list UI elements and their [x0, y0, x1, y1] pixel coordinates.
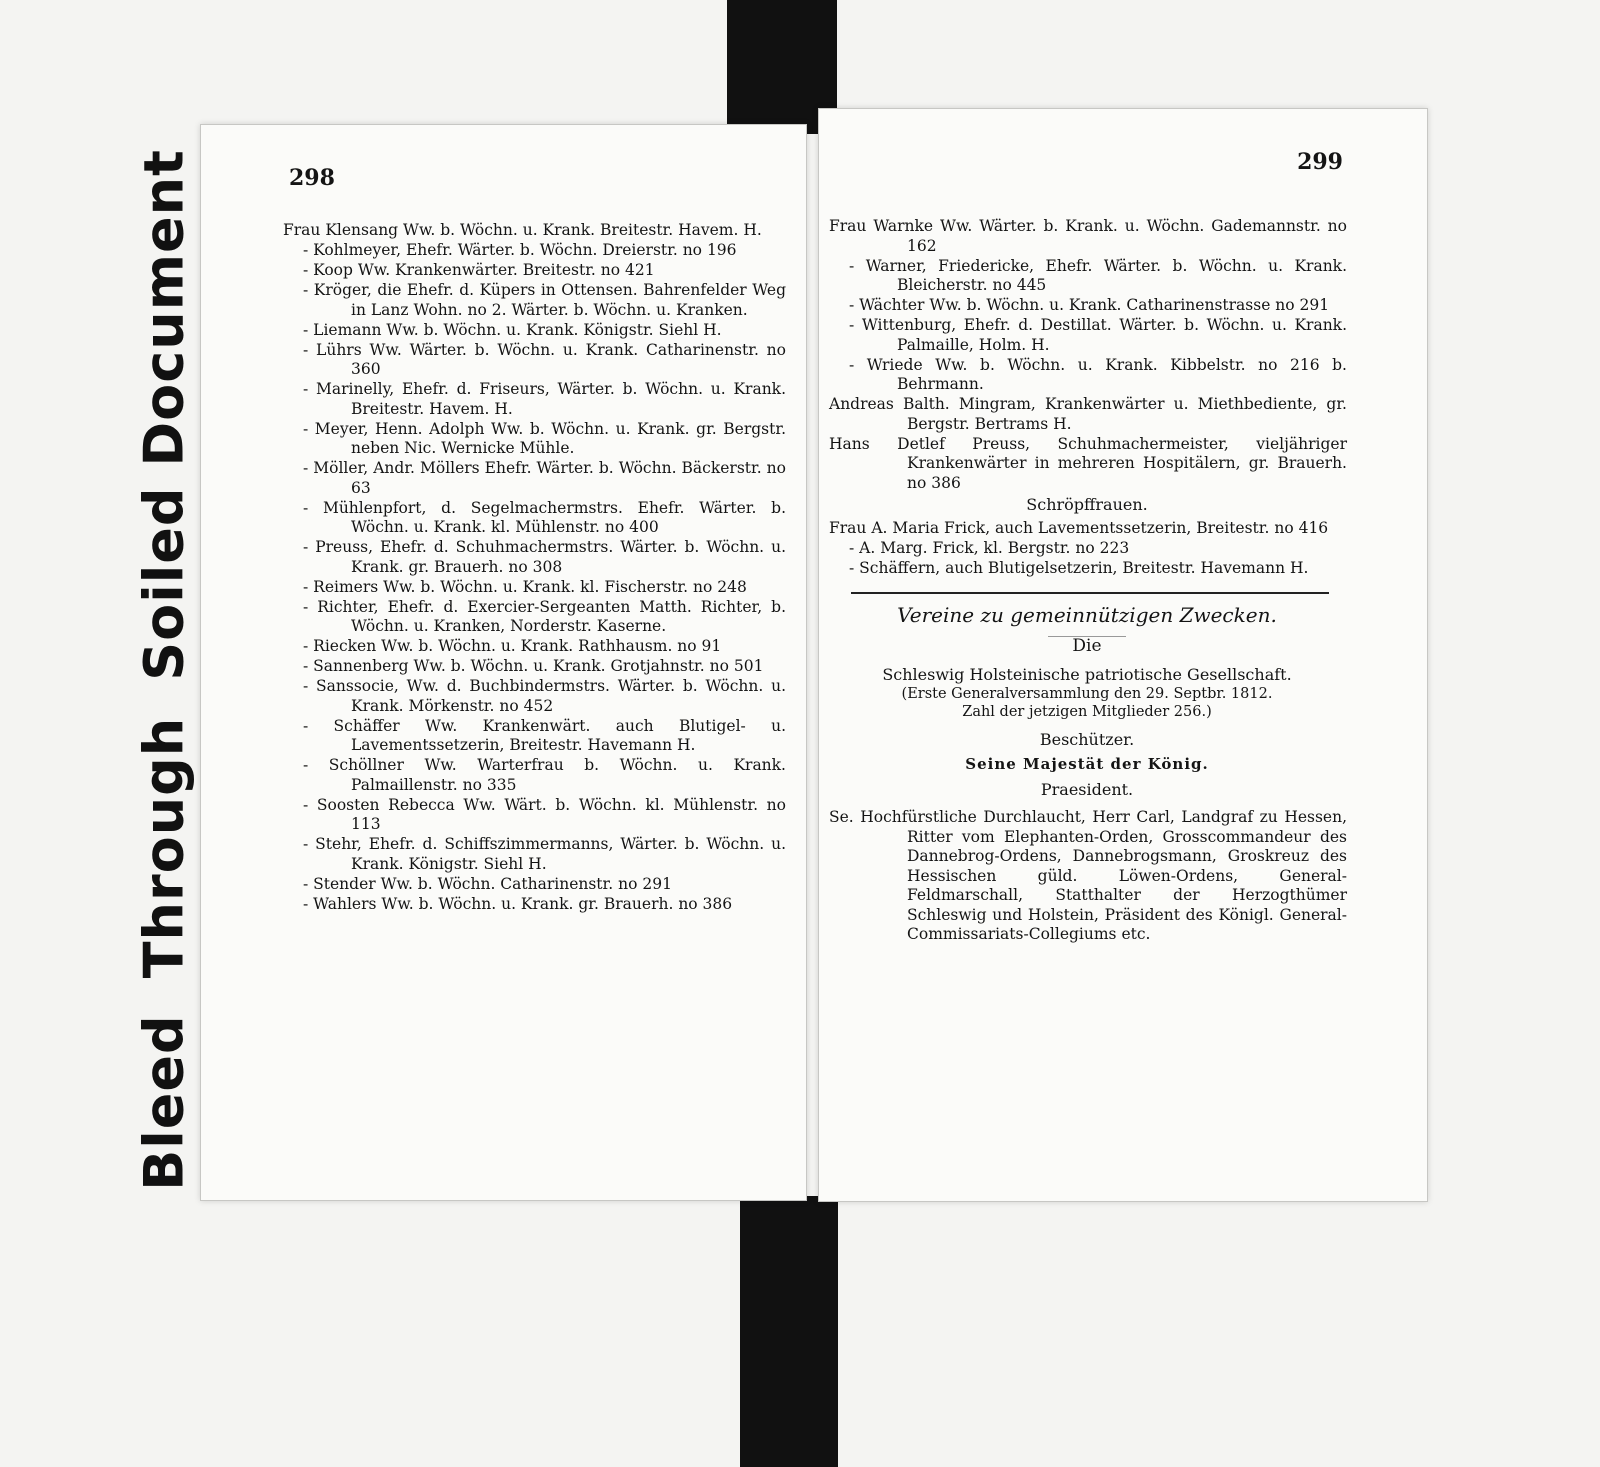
president-description: Se. Hochfürstliche Durchlaucht, Herr Carl, Landgraf zu Hessen, Ritter vom Elephanten-Orden, Grosscommandeur des Dannebrog-Ordens, Dannebrogsmann, Groskreuz des Hessischen güld. Löwen-Ordens, General-Feldmarschall, Statthalter der Herzogthümer Schleswig und Holstein, Präsident des Königl. General-Commissariats-Collegiums etc. — [829, 808, 1347, 943]
list-item: Hans Detlef Preuss, Schuhmachermeister, vieljähriger Krankenwärter in mehreren Hospitälern, gr. Brauerh. no 386 — [829, 434, 1347, 492]
stamp-text — [133, 149, 196, 1191]
left-page — [200, 124, 807, 1201]
right-page — [818, 108, 1428, 1202]
list-item: Frau A. Maria Frick, auch Lavementssetzerin, Breitestr. no 416 — [829, 518, 1329, 537]
list-item: Frau Warnke Ww. Wärter. b. Krank. u. Wöchn. Gademannstr. no 162 — [829, 217, 1347, 255]
founding-note: (Erste Generalversammlung den 29. Septbr. 1812. — [901, 686, 1273, 702]
list-item: - Meyer, Henn. Adolph Ww. b. Wöchn. u. Krank. gr. Bergstr. neben Nic. Wernicke Mühle. — [303, 419, 786, 457]
list-item: - Schäffern, auch Blutigelsetzerin, Breitestr. Havemann H. — [849, 558, 1309, 577]
list-item: - Marinelly, Ehefr. d. Friseurs, Wärter. b. Wöchn. u. Krank. Breitestr. Havem. H. — [303, 380, 786, 418]
list-item: - Kohlmeyer, Ehefr. Wärter. b. Wöchn. Dreierstr. no 196 — [303, 241, 737, 259]
member-count: Zahl der jetzigen Mitglieder 256.) — [962, 704, 1212, 720]
section-heading-schroepf: Schröpffrauen. — [1026, 495, 1148, 514]
list-item: - A. Marg. Frick, kl. Bergstr. no 223 — [849, 538, 1130, 557]
list-item: - Koop Ww. Krankenwärter. Breitestr. no 421 — [303, 261, 655, 279]
list-item: - Stehr, Ehefr. d. Schiffszimmermanns, Wärter. b. Wöchn. u. Krank. Königstr. Siehl H. — [303, 835, 786, 873]
list-item: - Stender Ww. b. Wöchn. Catharinenstr. no 291 — [303, 874, 672, 893]
list-item: - Schäffer Ww. Krankenwärt. auch Blutigel- u. Lavementssetzerin, Breitestr. Havemann H. — [303, 716, 786, 754]
stamp-word-3: Soiled Document — [132, 149, 196, 681]
list-item: - Richter, Ehefr. d. Exercier-Sergeanten Matth. Richter, b. Wöchn. u. Kranken, Norderstr. Kaserne. — [303, 597, 786, 635]
list-item: - Warner, Friedericke, Ehefr. Wärter. b. Wöchn. u. Krank. Bleicherstr. no 445 — [849, 256, 1347, 294]
list-item: - Soosten Rebecca Ww. Wärt. b. Wöchn. kl. Mühlenstr. no 113 — [303, 795, 786, 833]
president-heading: Praesident. — [1040, 780, 1134, 799]
list-item: - Riecken Ww. b. Wöchn. u. Krank. Rathhausm. no 91 — [303, 637, 722, 655]
entry-list — [281, 221, 786, 915]
list-item: - Preuss, Ehefr. d. Schuhmachermstrs. Wärter. b. Wöchn. u. Krank. gr. Brauerh. no 308 — [303, 538, 786, 576]
die-wrap — [827, 636, 1347, 657]
list-item: - Lührs Ww. Wärter. b. Wöchn. u. Krank. Catharinenstr. no 360 — [303, 340, 786, 378]
list-item: - Sanssocie, Ww. d. Buchbindermstrs. Wärter. b. Wöchn. u. Krank. Mörkenstr. no 452 — [303, 677, 786, 715]
list-item: Andreas Balth. Mingram, Krankenwärter u. Miethbediente, gr. Bergstr. Bertrams H. — [829, 395, 1347, 433]
list-item: Frau Klensang Ww. b. Wöchn. u. Krank. Breitestr. Havem. H. — [283, 221, 762, 239]
list-item: - Wächter Ww. b. Wöchn. u. Krank. Catharinenstrasse no 291 — [849, 296, 1330, 314]
page-number: 298 — [289, 165, 335, 191]
list-item: - Möller, Andr. Möllers Ehefr. Wärter. b. Wöchn. Bäckerstr. no 63 — [303, 459, 786, 497]
stamp-word-2: Through — [132, 716, 196, 979]
page-number: 299 — [1297, 149, 1343, 175]
society-name: Schleswig Holsteinische patriotische Gesellschaft. — [882, 665, 1292, 684]
bleed-through-stamp — [128, 148, 200, 1192]
list-item: - Liemann Ww. b. Wöchn. u. Krank. Königstr. Siehl H. — [303, 320, 722, 339]
section-divider — [851, 592, 1329, 594]
section-title: Vereine zu gemeinnützigen Zwecken. — [897, 603, 1277, 627]
list-item: - Wriede Ww. b. Wöchn. u. Krank. Kibbelstr. no 216 b. Behrmann. — [849, 355, 1347, 393]
list-item: - Schöllner Ww. Warterfrau b. Wöchn. u. Krank. Palmaillenstr. no 335 — [303, 756, 786, 794]
list-item: - Wittenburg, Ehefr. d. Destillat. Wärter. b. Wöchn. u. Krank. Palmaille, Holm. H. — [849, 316, 1347, 354]
article-word: Die — [1048, 636, 1125, 657]
protector-name: Seine Majestät der König. — [965, 755, 1209, 773]
list-item: - Mühlenpfort, d. Segelmachermstrs. Ehefr. Wärter. b. Wöchn. u. Krank. kl. Mühlenstr. no 400 — [303, 498, 786, 536]
list-item: - Sannenberg Ww. b. Wöchn. u. Krank. Grotjahnstr. no 501 — [303, 657, 764, 675]
entry-list — [827, 217, 1347, 945]
protector-heading: Beschützer. — [1039, 730, 1135, 749]
book-spine-bottom — [740, 1196, 838, 1467]
list-item: - Kröger, die Ehefr. d. Küpers in Ottensen. Bahrenfelder Weg in Lanz Wohn. no 2. Wärter. b. Wöchn. u. Kranken. — [303, 281, 786, 319]
list-item: - Wahlers Ww. b. Wöchn. u. Krank. gr. Brauerh. no 386 — [303, 894, 733, 913]
stamp-word-1: Bleed — [132, 1014, 196, 1191]
list-item: - Reimers Ww. b. Wöchn. u. Krank. kl. Fischerstr. no 248 — [303, 577, 747, 596]
